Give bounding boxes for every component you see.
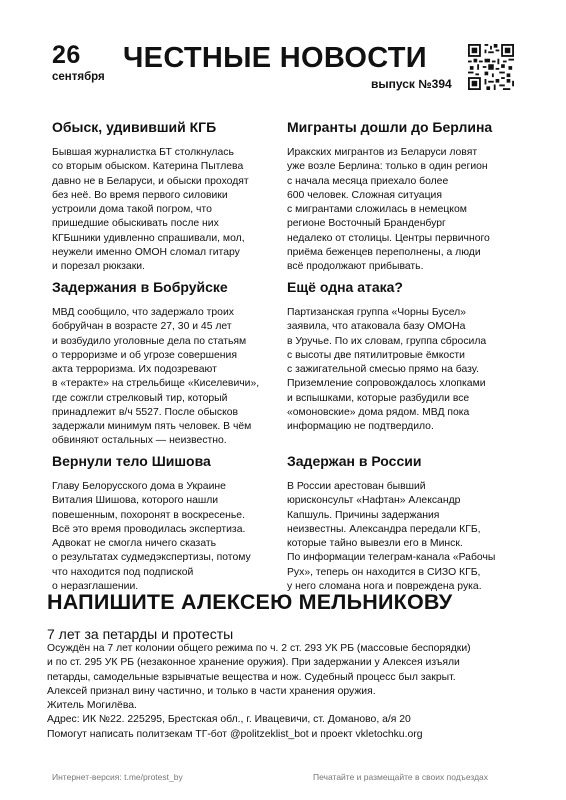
article-title: Мигранты дошли до Берлина — [287, 119, 493, 135]
article-migrants-berlin — [287, 119, 527, 274]
footer-web-link: Интернет-версия: t.me/protest_by — [52, 772, 183, 782]
footer-print-note: Печатайте и размещайте в своих подъездах — [313, 772, 489, 782]
article-text: Главу Белорусского дома в Украине Виталия Шишова, которого нашли повешенным, похоронят в воскресенье. Всё это время проводилась экспертиза. Адвокат не смогла ничего сказать о результатах судмедэкспертизы, потому что находится под подпиской о неразглашении. — [52, 481, 251, 592]
article-title: Задержания в Бобруйске — [52, 279, 228, 295]
article-search-kgb — [52, 119, 292, 274]
article-text: МВД сообщило, что задержало троих бобруйчан в возрасте 27, 30 и 45 лет и возбудило уголовные дела по статьям о терроризме и об угрозе совершения акта терроризма. Их подозревают в «теракте» на стрельбище «Киселевичи», где сожгли стрелковый тир, который принадлежит в/ч 5527. После обысков задержали минимум пять человек. В чём обвиняют остальных — неизвестно. — [52, 307, 260, 447]
date-day: 26 — [52, 41, 81, 69]
article-text: Бывшая журналистка БТ столкнулась со вторым обыском. Катерина Пытлева давно не в Беларуси, и обыски проходят без неё. Во время первого силовики устроили дома такой погром, что пришедшие обыскивать после них КГБшники удивленно спрашивали, мол, неужели именно ОМОН сломал гитару и порезал рюкзаки. — [52, 147, 249, 273]
article-detained-russia — [287, 453, 527, 594]
article-text: Партизанская группа «Чорны Бусел» заявила, что атаковала базу ОМОНа в Уручье. По их словам, группа сбросила с высоты две пятилитровые ёмкости с зажигательной смесью прямо на базу. Приземление сопровождалось хлопками и вспышками, которые разбудили все «омоновские» дома рядом. МВД пока информацию не подтвердило. — [287, 307, 487, 433]
article-shishov-body — [52, 453, 292, 594]
article-bobruisk-arrests — [52, 279, 292, 449]
article-title: Вернули тело Шишова — [52, 453, 211, 469]
date-month: сентября — [52, 71, 105, 83]
issue-number: выпуск №394 — [371, 77, 452, 91]
appeal-title: НАПИШИТЕ АЛЕКСЕЮ МЕЛЬНИКОВУ — [47, 590, 453, 614]
article-another-attack — [287, 279, 527, 434]
appeal-text: Осуждён на 7 лет колонии общего режима по ч. 2 ст. 293 УК РБ (массовые беспорядки) и по ст. 295 УК РБ (незаконное хранение оружия). При задержании у Алексея изъяли петарды, самодельные взрывчатые вещества и нож. Судебный процесс был закрыт. Алексей признал вину частично, и только в части хранения оружия. Житель Могилёва. Адрес: ИК №22. 225295, Брестская обл., г. Ивацевичи, ст. Доманово, а/я 20 Помогут написать политзекам ТГ-бот @politzeklist_bot и проект vkletochku.org — [47, 643, 471, 740]
appeal-subtitle: 7 лет за петарды и протесты — [47, 626, 234, 642]
article-text: Иракских мигрантов из Беларуси ловят уже возле Берлина: только в один регион с начала месяца приехало более 600 человек. Сложная ситуация с мигрантами сложилась в немецком регионе Восточный Бранденбург недалеко от столицы. Центры первичного приёма беженцев переполнены, а люди всё продолжают прибывать. — [287, 147, 490, 273]
article-title: Ещё одна атака? — [287, 279, 403, 295]
masthead-title: ЧЕСТНЫЕ НОВОСТИ — [123, 42, 427, 74]
article-text: В России арестован бывший юрисконсульт «Нафтан» Александр Капшуль. Причины задержания неизвестны. Александра передали КГБ, которые тайно вывезли его в Минск. По информации телеграм-канала «Рабочы Рух», теперь он находится в СИЗО КГБ, у него сломана нога и повреждена рука. — [287, 481, 496, 592]
article-title: Обыск, удививший КГБ — [52, 119, 217, 135]
qr-code-icon — [468, 44, 514, 90]
article-title: Задержан в России — [287, 453, 422, 469]
